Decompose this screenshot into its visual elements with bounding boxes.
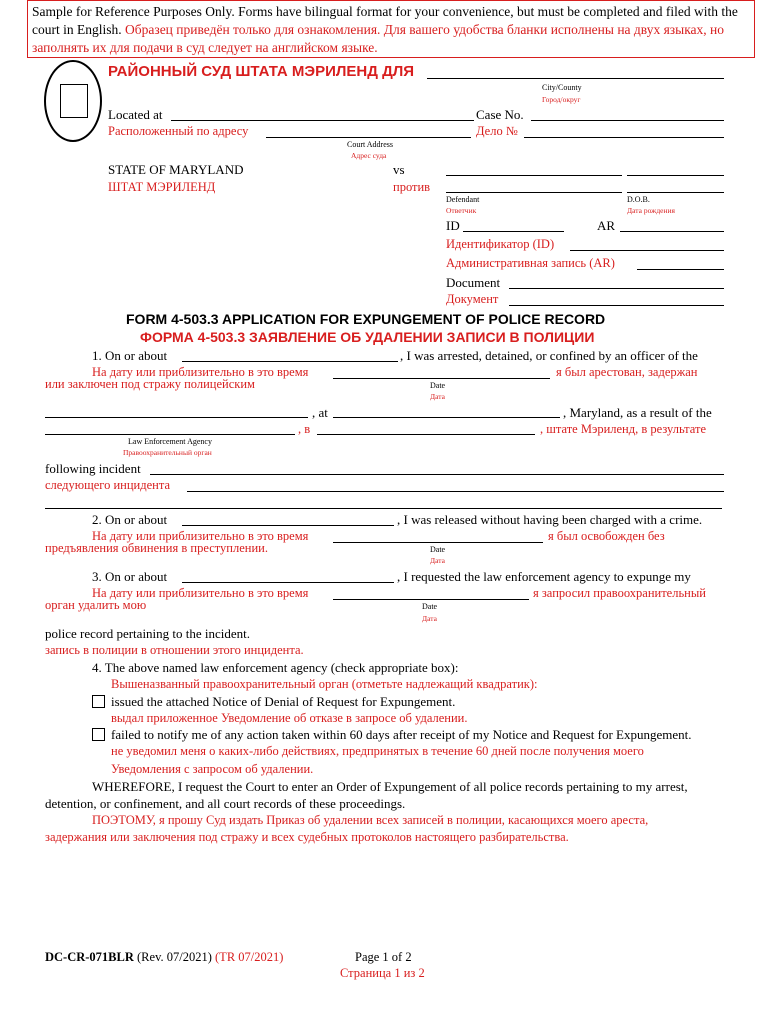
item3-tail-en: , I requested the law enforcement agency to expunge my [397, 569, 691, 584]
id-label-en: ID [446, 218, 460, 233]
request-date-line-ru [333, 599, 529, 600]
dob-label-en: D.O.B. [627, 195, 650, 204]
doc-label-en: Document [446, 275, 501, 290]
doc-line-ru [509, 305, 724, 306]
item3-on-en: 3. On or about [92, 569, 168, 584]
city-label-en: City/County [542, 83, 582, 92]
opt2-ru-2: Уведомления с запросом об удалении. [111, 762, 314, 776]
request-date-field[interactable] [182, 582, 394, 583]
location-field[interactable] [333, 417, 560, 418]
id-line-ru [570, 250, 724, 251]
dob-label-ru: Дата рождения [627, 206, 675, 215]
item3-date-en: Date [422, 602, 438, 611]
no-response-checkbox[interactable] [92, 728, 105, 741]
agency-line-ru [45, 434, 295, 435]
item1-tail-en: , I was arrested, detained, or confined by an officer of the [400, 348, 698, 363]
wherefore-en-2: detention, or confinement, and all court records of these proceedings. [45, 796, 406, 811]
ar-label-ru: Административная запись (AR) [446, 256, 615, 270]
defendant-label-en: Defendant [446, 195, 480, 204]
wherefore-ru-1: ПОЭТОМУ, я прошу Суд издать Приказ об удалении всех записей в полиции, касающихся моего ареста, [92, 813, 649, 827]
opt1-en: issued the attached Notice of Denial of Request for Expungement. [111, 694, 456, 709]
footer-form-id [45, 950, 283, 965]
incident-line-ru [187, 491, 724, 492]
notice-ru: Образец приведён только для ознакомления. Для вашего удобства бланки исполнены на двух языках, но заполнять их для подачи в суд следует на английском языке. [32, 22, 725, 55]
dob-line-2 [627, 192, 724, 193]
case-line-ru [524, 137, 724, 138]
page-number-en: Page 1 of 2 [355, 950, 412, 964]
reference-notice [27, 0, 755, 58]
vs-label-ru: против [393, 180, 431, 194]
defendant-label-ru: Ответчик [446, 206, 477, 215]
item3-record-en: police record pertaining to the incident. [45, 626, 251, 641]
item1-cont-ru: или заключен под стражу полицейским [45, 377, 255, 391]
item2-tail-ru: я был освобожден без [548, 529, 665, 543]
item3-on-ru: На дату или приблизительно в это время [92, 586, 309, 600]
item1-at-en: , at [312, 405, 328, 420]
located-label-ru: Расположенный по адресу [108, 124, 249, 138]
item2-on-en: 2. On or about [92, 512, 168, 527]
court-address-field[interactable] [171, 120, 474, 121]
item2-date-en: Date [430, 545, 446, 554]
footer-tr: (TR 07/2021) [215, 950, 284, 964]
item2-date-ru: Дата [430, 556, 445, 565]
item1-on-ru: На дату или приблизительно в это время [92, 365, 309, 379]
wherefore-ru-2: задержания или заключения под стражу и всех судебных протоколов настоящего разбирательства. [45, 830, 569, 844]
court-seal-icon [44, 60, 102, 142]
item3-record-ru: запись в полиции в отношении этого инцидента. [45, 643, 304, 657]
agency-field[interactable] [45, 417, 308, 418]
state-label-en: STATE OF MARYLAND [108, 162, 244, 177]
case-number-field[interactable] [531, 120, 724, 121]
ar-label-en: AR [597, 218, 616, 233]
ar-field[interactable] [620, 231, 724, 232]
item1-on-en: 1. On or about [92, 348, 168, 363]
arrest-date-line-ru [333, 378, 550, 379]
case-label-en: Case No. [476, 107, 524, 122]
document-field[interactable] [509, 288, 724, 289]
item4-head-ru: Вышеназванный правоохранительный орган (отметьте надлежащий квадратик): [111, 677, 538, 691]
defendant-line-2 [446, 192, 622, 193]
defendant-field[interactable] [446, 175, 622, 176]
item4-head-en: 4. The above named law enforcement agency (check appropriate box): [92, 660, 459, 675]
id-label-ru: Идентификатор (ID) [446, 237, 555, 251]
agency-label-ru: Правоохранительный орган [123, 448, 212, 457]
form-title-en: FORM 4-503.3 APPLICATION FOR EXPUNGEMENT OF POLICE RECORD [126, 311, 606, 327]
item1-date-en: Date [430, 381, 446, 390]
arrest-date-field[interactable] [182, 361, 398, 362]
incident-label-en: following incident [45, 461, 141, 476]
doc-label-ru: Документ [446, 292, 499, 306]
city-label-ru: Город/округ [542, 95, 581, 104]
notice-text [32, 3, 750, 57]
item1-md-en: , Maryland, as a result of the [563, 405, 712, 420]
opt1-ru: выдал приложенное Уведомление об отказе в запросе об удалении. [111, 711, 468, 725]
court-title-ru: РАЙОННЫЙ СУД ШТАТА МЭРИЛЕНД ДЛЯ [108, 63, 415, 80]
location-line-ru [317, 434, 535, 435]
release-date-line-ru [333, 542, 543, 543]
footer-code: DC-CR-071BLR [45, 950, 134, 964]
case-label-ru: Дело № [476, 124, 518, 138]
notice-en: Sample for Reference Purposes Only. Forms have bilingual format for your convenience, but must be completed and filed with the court in English. [32, 4, 738, 37]
located-label-en: Located at [108, 107, 163, 122]
item1-at-ru: , в [298, 422, 311, 436]
incident-label-ru: следующего инцидента [45, 478, 170, 492]
item3-date-ru: Дата [422, 614, 437, 623]
court-address-line-ru [266, 137, 471, 138]
item2-on-ru: На дату или приблизительно в это время [92, 529, 309, 543]
vs-label-en: vs [393, 162, 405, 177]
ar-line-ru [637, 269, 724, 270]
id-field[interactable] [463, 231, 564, 232]
incident-field-2[interactable] [45, 508, 722, 509]
state-label-ru: ШТАТ МЭРИЛЕНД [108, 180, 216, 194]
item1-tail-ru: я был арестован, задержан [556, 365, 698, 379]
item2-cont-ru: предъявления обвинения в преступлении. [45, 541, 268, 555]
wherefore-en-1: WHEREFORE, I request the Court to enter an Order of Expungement of all police records pertaining to my arrest, [92, 779, 688, 794]
incident-field[interactable] [150, 474, 724, 475]
release-date-field[interactable] [182, 525, 394, 526]
item3-cont-ru: орган удалить мою [45, 598, 147, 612]
item1-date-ru: Дата [430, 392, 445, 401]
court-address-ru: Адрес суда [351, 151, 387, 160]
item2-tail-en: , I was released without having been charged with a crime. [397, 512, 703, 527]
page-number-ru: Страница 1 из 2 [340, 966, 425, 980]
item1-md-ru: , штате Мэриленд, в результате [540, 422, 707, 436]
form-title-ru: ФОРМА 4-503.3 ЗАЯВЛЕНИЕ ОБ УДАЛЕНИИ ЗАПИСИ В ПОЛИЦИИ [140, 329, 595, 345]
opt2-en: failed to notify me of any action taken within 60 days after receipt of my Notice and Request for Expungement. [111, 727, 692, 742]
denial-checkbox[interactable] [92, 695, 105, 708]
agency-label-en: Law Enforcement Agency [128, 437, 212, 446]
dob-field[interactable] [627, 175, 724, 176]
opt2-ru-1: не уведомил меня о каких-либо действиях, предпринятых в течение 60 дней после получения моего [111, 744, 644, 758]
footer-rev: (Rev. 07/2021) [137, 950, 212, 964]
city-county-field[interactable] [427, 78, 724, 79]
court-address-en: Court Address [347, 140, 393, 149]
item3-tail-ru: я запросил правоохранительный [533, 586, 706, 600]
